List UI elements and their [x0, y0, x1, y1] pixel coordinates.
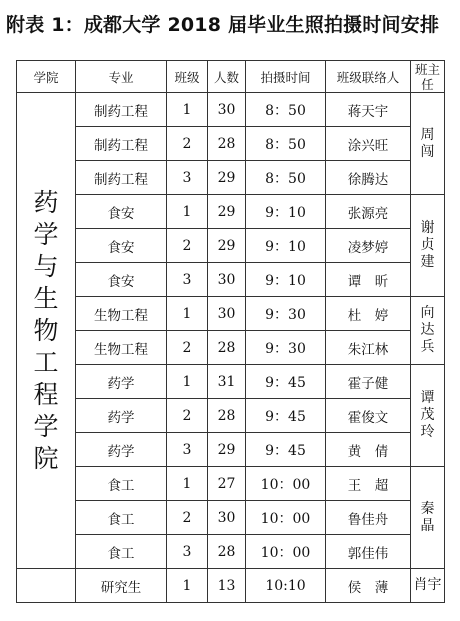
table-row [17, 195, 445, 229]
count-cell: 31 [208, 365, 246, 399]
major-cell: 食安 [76, 263, 167, 297]
contact-cell: 凌梦婷 [326, 229, 411, 263]
count-cell: 28 [208, 535, 246, 569]
class-cell: 1 [167, 297, 208, 331]
time-cell: 10：00 [246, 467, 326, 501]
count-cell: 29 [208, 161, 246, 195]
class-cell: 3 [167, 535, 208, 569]
time-cell: 9：45 [246, 399, 326, 433]
count-cell: 30 [208, 263, 246, 297]
table-row [17, 229, 445, 263]
contact-cell: 侯 薄 [326, 569, 411, 603]
major-cell: 生物工程 [76, 297, 167, 331]
count-cell: 28 [208, 331, 246, 365]
count-cell: 29 [208, 229, 246, 263]
contact-cell: 郭佳伟 [326, 535, 411, 569]
class-cell: 2 [167, 127, 208, 161]
header-major: 专业 [76, 61, 167, 93]
count-cell: 13 [208, 569, 246, 603]
class-cell: 2 [167, 331, 208, 365]
class-cell: 3 [167, 161, 208, 195]
time-cell: 8：50 [246, 93, 326, 127]
contact-cell: 谭 昕 [326, 263, 411, 297]
contact-cell: 霍子健 [326, 365, 411, 399]
major-cell: 制药工程 [76, 93, 167, 127]
college-cell: 药学与生物工程学院 [17, 93, 76, 569]
contact-cell: 朱江林 [326, 331, 411, 365]
table-row [17, 93, 445, 127]
class-cell: 1 [167, 569, 208, 603]
table-row [17, 127, 445, 161]
time-cell: 10：00 [246, 535, 326, 569]
time-cell: 10：00 [246, 501, 326, 535]
class-cell: 3 [167, 433, 208, 467]
time-cell: 9：10 [246, 229, 326, 263]
contact-cell: 蒋天宇 [326, 93, 411, 127]
table-row [17, 569, 445, 603]
contact-cell: 霍俊文 [326, 399, 411, 433]
contact-cell: 杜 婷 [326, 297, 411, 331]
page-title: 附表 1：成都大学 2018 届毕业生照拍摄时间安排 [6, 14, 440, 36]
contact-cell: 黄 倩 [326, 433, 411, 467]
table-row [17, 365, 445, 399]
time-cell: 9：30 [246, 297, 326, 331]
major-cell: 食安 [76, 195, 167, 229]
major-cell: 药学 [76, 365, 167, 399]
major-cell: 药学 [76, 433, 167, 467]
time-cell: 10:10 [246, 569, 326, 603]
major-cell: 食工 [76, 501, 167, 535]
table-row [17, 399, 445, 433]
count-cell: 30 [208, 501, 246, 535]
tutor-cell: 谢贞建 [411, 195, 445, 297]
major-cell: 食安 [76, 229, 167, 263]
count-cell: 28 [208, 399, 246, 433]
count-cell: 28 [208, 127, 246, 161]
major-cell: 食工 [76, 467, 167, 501]
class-cell: 2 [167, 229, 208, 263]
table-row [17, 297, 445, 331]
major-cell: 生物工程 [76, 331, 167, 365]
count-cell: 30 [208, 297, 246, 331]
table-row [17, 501, 445, 535]
time-cell: 9：10 [246, 263, 326, 297]
table-row [17, 535, 445, 569]
header-time: 拍摄时间 [246, 61, 326, 93]
tutor-cell: 谭茂玲 [411, 365, 445, 467]
header-row [17, 61, 445, 93]
count-cell: 27 [208, 467, 246, 501]
table-row [17, 161, 445, 195]
table-row [17, 433, 445, 467]
college-cell-empty [17, 569, 76, 603]
major-cell: 食工 [76, 535, 167, 569]
count-cell: 29 [208, 195, 246, 229]
time-cell: 9：30 [246, 331, 326, 365]
time-cell: 9：45 [246, 365, 326, 399]
contact-cell: 张源亮 [326, 195, 411, 229]
count-cell: 29 [208, 433, 246, 467]
table-row [17, 263, 445, 297]
class-cell: 3 [167, 263, 208, 297]
class-cell: 2 [167, 399, 208, 433]
major-cell: 研究生 [76, 569, 167, 603]
class-cell: 1 [167, 365, 208, 399]
header-college: 学院 [17, 61, 76, 93]
tutor-cell: 周闯 [411, 93, 445, 195]
tutor-cell: 肖宇 [411, 569, 445, 603]
major-cell: 药学 [76, 399, 167, 433]
time-cell: 8：50 [246, 161, 326, 195]
tutor-cell: 秦晶 [411, 467, 445, 569]
header-class: 班级 [167, 61, 208, 93]
header-count: 人数 [208, 61, 246, 93]
time-cell: 9：10 [246, 195, 326, 229]
major-cell: 制药工程 [76, 161, 167, 195]
table-row [17, 331, 445, 365]
contact-cell: 鲁佳舟 [326, 501, 411, 535]
time-cell: 9：45 [246, 433, 326, 467]
time-cell: 8：50 [246, 127, 326, 161]
header-tutor: 班主任 [411, 61, 445, 93]
class-cell: 1 [167, 467, 208, 501]
class-cell: 1 [167, 195, 208, 229]
tutor-cell: 向达兵 [411, 297, 445, 365]
class-cell: 2 [167, 501, 208, 535]
count-cell: 30 [208, 93, 246, 127]
table-row [17, 467, 445, 501]
header-contact: 班级联络人 [326, 61, 411, 93]
major-cell: 制药工程 [76, 127, 167, 161]
schedule-table [16, 60, 445, 603]
class-cell: 1 [167, 93, 208, 127]
contact-cell: 王 超 [326, 467, 411, 501]
contact-cell: 涂兴旺 [326, 127, 411, 161]
contact-cell: 徐腾达 [326, 161, 411, 195]
